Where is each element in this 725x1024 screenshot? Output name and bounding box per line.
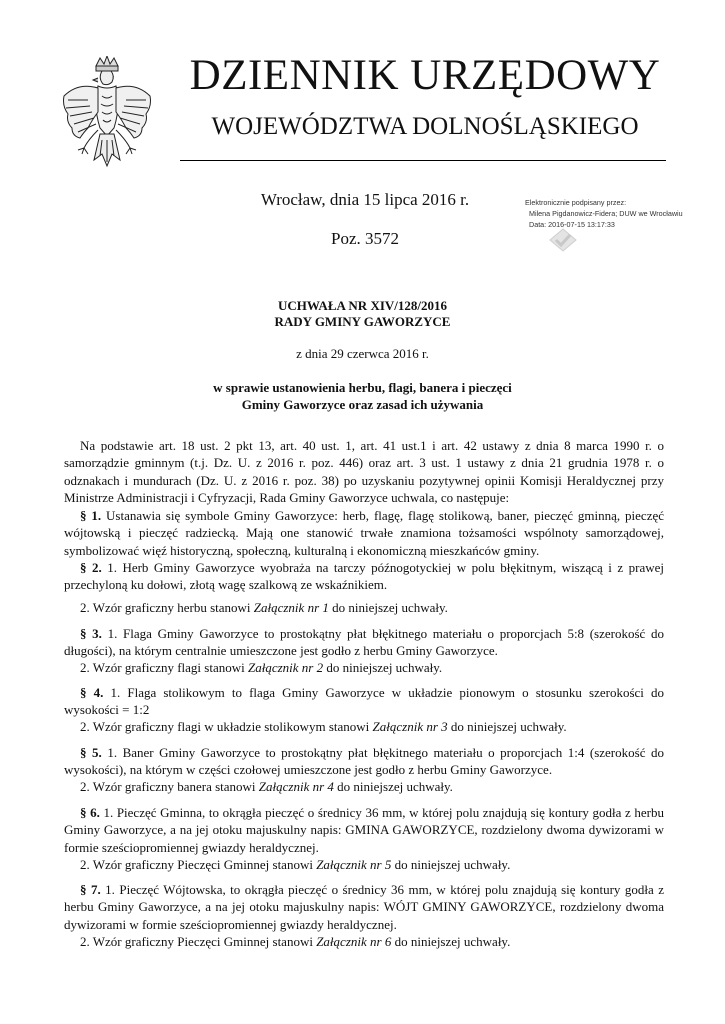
section-3-mark: § 3. [80,626,102,641]
section-2-p2-text: 2. Wzór graficzny herbu stanowi [80,600,254,615]
section-3-p2-text: 2. Wzór graficzny flagi stanowi [80,660,248,675]
section-7-p2-tail: do niniejszej uchwały. [391,934,511,949]
polish-eagle-emblem [58,56,156,174]
resolution-date: z dnia 29 czerwca 2016 r. [296,346,429,361]
section-4-paragraph-2 [64,718,664,735]
resolution-number: UCHWAŁA NR XIV/128/2016 [277,298,447,313]
section-4-mark: § 4. [80,685,104,700]
signature-date: Data: 2016-07-15 13:17:33 [529,220,615,229]
section-4-p2-tail: do niniejszej uchwały. [447,719,567,734]
section-1-text: Ustanawia się symbole Gminy Gaworzyce: herb, flagę, flagę stolikową, baner, pieczęć gminną, pieczęć wójtowską i pieczęć radziecką. Mają one stanowić trwałe znamiona tożsamości wspólnoty samorządowej, symbolizować więź historyczną, społeczną, kulturalną i ekonomiczną mieszkańców gminy. [64,508,665,558]
section-5-p2-tail: do niniejszej uchwały. [333,779,453,794]
section-6-p2-tail: do niniejszej uchwały. [391,857,511,872]
attachment-5-ref: Załącznik nr 5 [316,857,392,872]
attachment-3-ref: Załącznik nr 3 [372,719,448,734]
journal-title: DZIENNIK URZĘDOWY [189,52,661,99]
section-7-paragraph-2 [64,933,664,950]
signature-label: Elektronicznie podpisany przez: [525,198,627,207]
section-7-text: 1. Pieczęć Wójtowska, to okrągła pieczęć o średnicy 36 mm, w której polu znajdują się kontury godła z herbu Gminy Gaworzyce, a na jej otoku majuskulny napis: WÓJT GMINY GAWORZYCE, rozdzielony dwoma dywizorami w formie sześciopromiennej gwiazdy heraldycznej. [64,882,664,932]
section-1 [64,507,664,559]
signature-signer: Milena Pigdanowicz-Fidera; DUW we Wrocławiu [529,209,683,218]
attachment-6-ref: Załącznik nr 6 [316,934,392,949]
section-1-mark: § 1. [80,508,102,523]
signature-check-icon [548,225,578,255]
section-7 [64,881,664,933]
section-6-text: 1. Pieczęć Gminna, to okrągła pieczęć o średnicy 36 mm, w której polu znajdują się kontury godła z herbu Gminy Gaworzyce, a na jej otoku majuskulny napis: GMINA GAWORZYCE, rozdzielony dwoma dywizorami w formie sześciopromiennej gwiazdy heraldycznej. [64,805,664,855]
section-5-mark: § 5. [80,745,102,760]
section-4-text: 1. Flaga stolikowym to flaga Gminy Gaworzyce w układzie pionowym o stosunku szerokości do wysokości = 1:2 [64,685,665,718]
section-2-paragraph-2 [64,599,664,616]
section-5 [64,744,664,779]
section-5-p2-text: 2. Wzór graficzny banera stanowi [80,779,259,794]
section-3 [64,625,664,660]
section-3-paragraph-2 [64,659,664,676]
attachment-2-ref: Załącznik nr 2 [247,660,324,675]
section-6-paragraph-2 [64,856,664,873]
section-6 [64,804,664,856]
section-4-p2-text: 2. Wzór graficzny flagi w układzie stolikowym stanowi [80,719,373,734]
header-divider [180,160,666,161]
section-6-mark: § 6. [80,805,100,820]
section-2-mark: § 2. [80,560,102,575]
resolution-subject-line-1: w sprawie ustanowienia herbu, flagi, banera i pieczęci [213,380,512,395]
section-3-text: 1. Flaga Gminy Gaworzyce to prostokątny płat błękitnego materiału o proporcjach 5:8 (szerokość do długości), na którym centralnie umieszczone jest godło z herbu Gminy Gaworzyce. [64,626,664,659]
section-2-p2-tail: do niniejszej uchwały. [328,600,448,615]
section-5-text: 1. Baner Gminy Gaworzyce to prostokątny płat błękitnego materiału o proporcjach 1:4 (szerokość do wysokości), na którym w części czołowej umieszczone jest godło z herbu Gminy Gaworzyce. [64,745,664,778]
section-7-p2-text: 2. Wzór graficzny Pieczęci Gminnej stanowi [80,934,317,949]
section-7-mark: § 7. [80,882,101,897]
journal-subtitle: WOJEWÓDZTWA DOLNOŚLĄSKIEGO [211,113,639,140]
resolution-body: RADY GMINY GAWORZYCE [274,314,451,329]
section-6-p2-text: 2. Wzór graficzny Pieczęci Gminnej stanowi [80,857,317,872]
dateline: Wrocław, dnia 15 lipca 2016 r. [260,190,470,209]
section-2 [64,559,664,594]
section-2-text: 1. Herb Gminy Gaworzyce wyobraża na tarczy późnogotyckiej w polu błękitnym, wiszącą i z prawej przechyloną ku dołowi, złotą wagę szalkową ze wskaźnikiem. [64,560,665,593]
position-number: Poz. 3572 [331,229,399,248]
attachment-1-ref: Załącznik nr 1 [253,600,329,615]
preamble: Na podstawie art. 18 ust. 2 pkt 13, art. 40 ust. 1, art. 41 ust.1 i art. 42 ustawy z dnia 8 marca 1990 r. o samorządzie gminnym (t.j. Dz. U. z 2016 r. poz. 446) oraz art. 3 ust. 1 ustawy z dnia 21 grudnia 1978 r. o odznakach i mundurach (Dz. U. z 2016 r. poz. 38) po uzyskaniu pozytywnej opinii Komisji Heraldycznej przy Ministrze Administracji i Cyfryzacji, Rada Gminy Gaworzyce uchwala, co następuje: [64,438,664,505]
attachment-4-ref: Załącznik nr 4 [258,779,334,794]
section-3-p2-tail: do niniejszej uchwały. [323,660,443,675]
section-4 [64,684,664,719]
resolution-subject-line-2: Gminy Gaworzyce oraz zasad ich używania [241,397,484,412]
section-5-paragraph-2 [64,778,664,795]
